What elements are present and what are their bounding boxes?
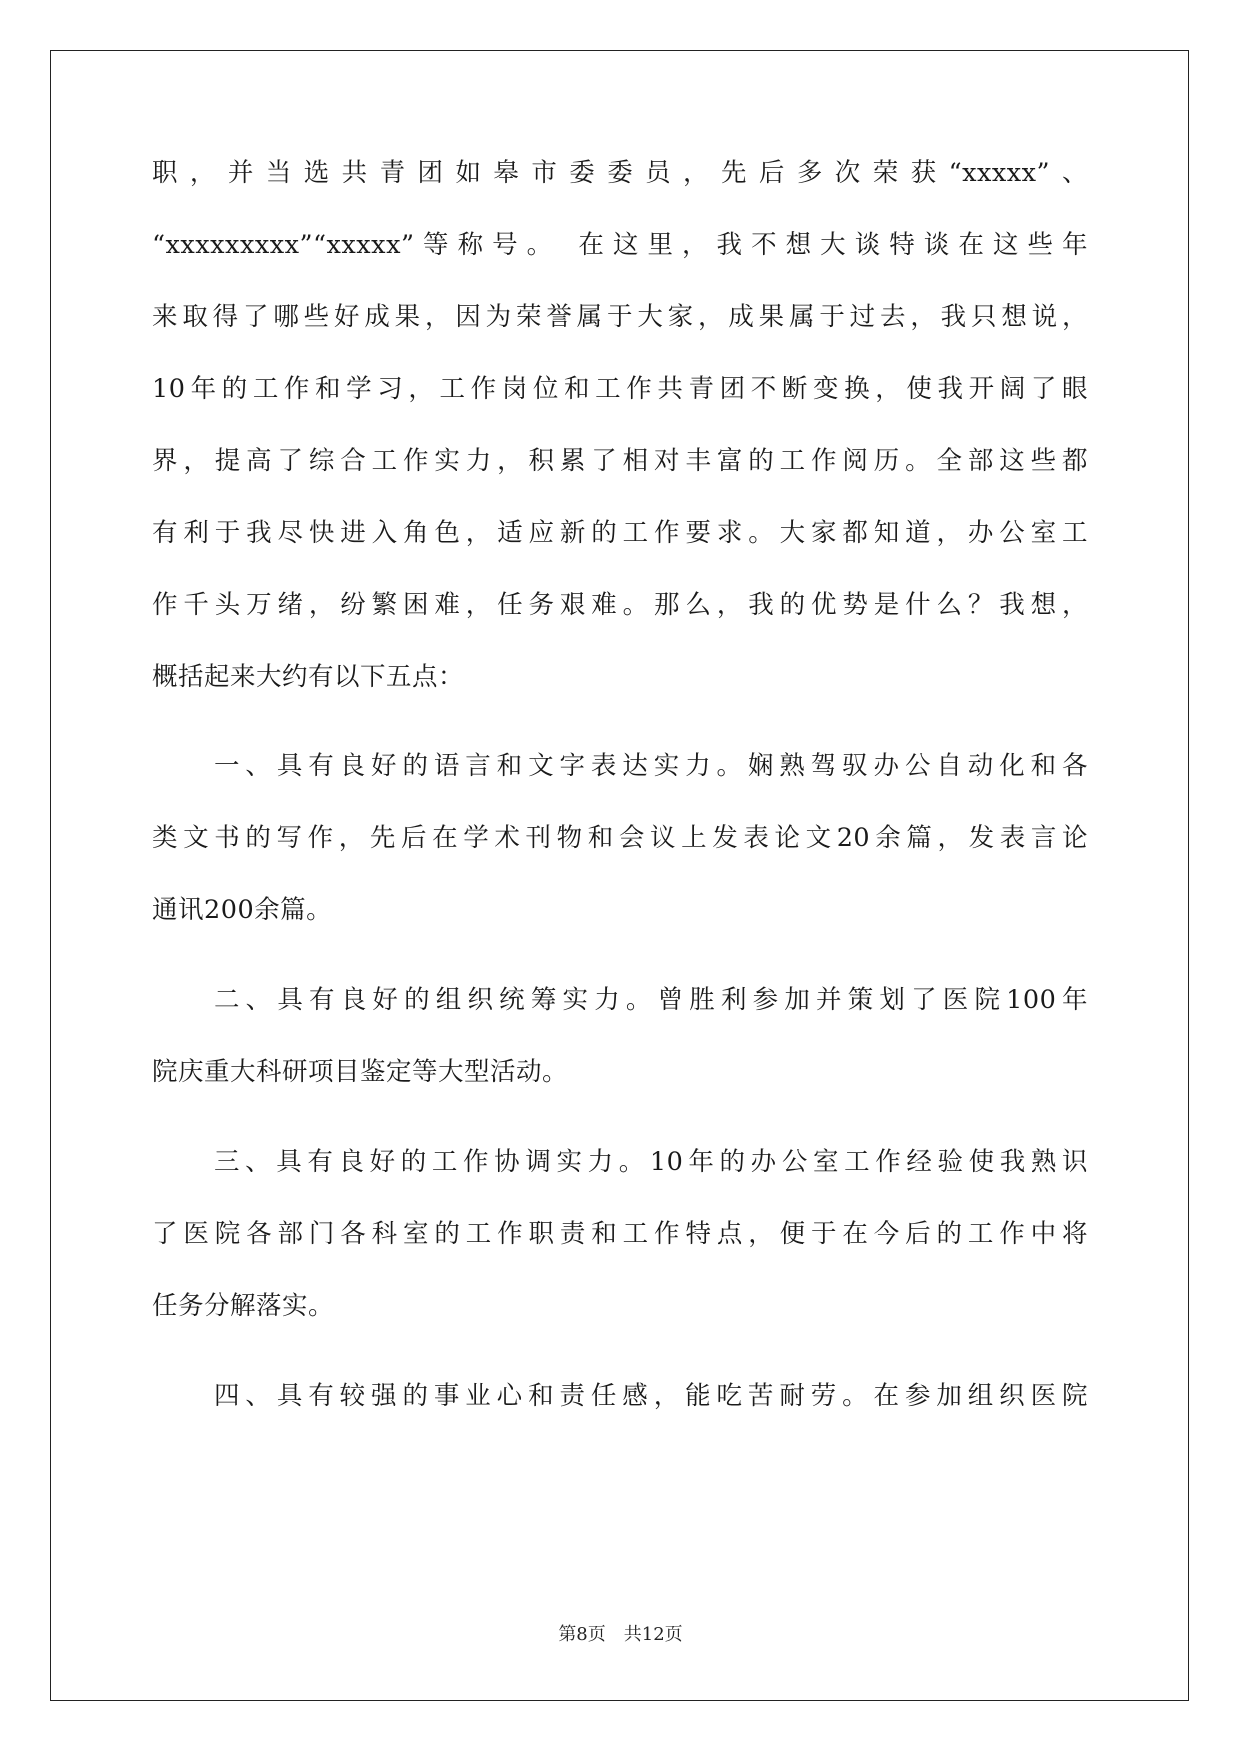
text-line: “xxxxxxxxx”“xxxxx”等称号。 在这里，我不想大谈特谈在这些年 (152, 230, 1088, 260)
page-frame (50, 50, 1189, 1701)
text-line: 10年的工作和学习，工作岗位和工作共青团不断变换，使我开阔了眼 (152, 374, 1088, 404)
text-line: 作千头万绪，纷繁困难，任务艰难。那么，我的优势是什么？我想， (152, 590, 1088, 620)
text-line: 通讯200余篇。 (152, 895, 333, 925)
text-line: 概括起来大约有以下五点： (152, 662, 465, 692)
text-line: 二、具有良好的组织统筹实力。曾胜利参加并策划了医院100年 (214, 985, 1088, 1015)
text-line: 了医院各部门各科室的工作职责和工作特点，便于在今后的工作中将 (152, 1219, 1088, 1249)
text-line: 类文书的写作，先后在学术刊物和会议上发表论文20余篇，发表言论 (152, 823, 1088, 853)
text-line: 来取得了哪些好成果，因为荣誉属于大家，成果属于过去，我只想说， (152, 302, 1088, 332)
text-line: 一、具有良好的语言和文字表达实力。娴熟驾驭办公自动化和各 (214, 751, 1088, 781)
text-line: 任务分解落实。 (152, 1291, 335, 1321)
text-line: 有利于我尽快进入角色，适应新的工作要求。大家都知道，办公室工 (152, 518, 1088, 548)
text-line: 院庆重大科研项目鉴定等大型活动。 (152, 1057, 569, 1087)
text-line: 界，提高了综合工作实力，积累了相对丰富的工作阅历。全部这些都 (152, 446, 1088, 476)
text-line: 职，并当选共青团如皋市委委员，先后多次荣获“xxxxx”、 (152, 158, 1088, 188)
text-line: 四、具有较强的事业心和责任感，能吃苦耐劳。在参加组织医院 (214, 1381, 1088, 1411)
text-line: 三、具有良好的工作协调实力。10年的办公室工作经验使我熟识 (214, 1147, 1088, 1177)
page-number-footer: 第8页 共12页 (558, 1624, 683, 1645)
